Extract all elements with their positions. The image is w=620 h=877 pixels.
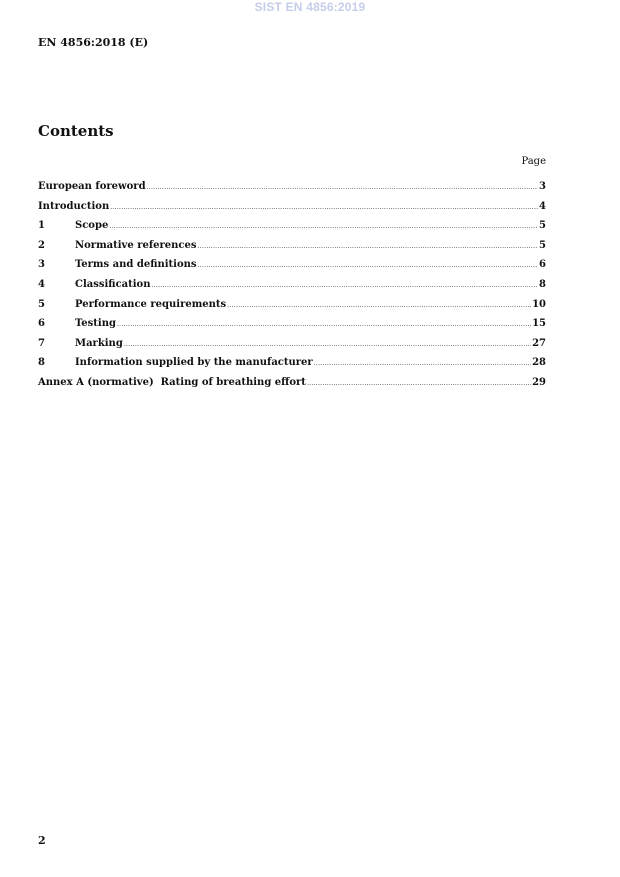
toc-entry-number: 7 — [38, 337, 45, 349]
toc-entry-title: Classification — [75, 278, 151, 290]
toc-entry-classification[interactable] — [38, 279, 546, 299]
toc-entry-page: 15 — [532, 318, 546, 330]
toc-entry-title: Marking — [75, 337, 123, 349]
toc-entry-annex-a[interactable] — [38, 377, 546, 397]
document-id-header: EN 4856:2018 (E) — [38, 36, 149, 49]
toc-entry-number: 8 — [38, 357, 45, 369]
toc-entry-scope[interactable] — [38, 220, 546, 240]
toc-entry-page: 28 — [532, 357, 546, 369]
toc-entry-marking[interactable] — [38, 338, 546, 358]
toc-entry-title: Annex A (normative) Rating of breathing effort — [38, 376, 306, 388]
toc-leader-dots — [147, 184, 538, 191]
toc-entry-page: 5 — [539, 220, 546, 232]
toc-entry-title: Introduction — [38, 200, 110, 212]
toc-entry-number: 3 — [38, 259, 45, 271]
page-column-label: Page — [521, 156, 546, 167]
toc-entry-testing[interactable] — [38, 318, 546, 338]
toc-entry-title: Scope — [75, 220, 109, 232]
toc-entry-performance-requirements[interactable] — [38, 299, 546, 319]
toc-entry-number: 5 — [38, 298, 45, 310]
toc-entry-page: 3 — [539, 181, 546, 192]
toc-leader-dots — [117, 321, 531, 328]
toc-entry-page: 29 — [532, 376, 546, 388]
toc-entry-page: 5 — [539, 239, 546, 251]
toc-entry-introduction[interactable] — [38, 201, 546, 221]
toc-entry-page: 6 — [539, 259, 546, 271]
toc-entry-page: 4 — [539, 200, 546, 212]
toc-entry-page: 10 — [532, 298, 546, 310]
table-of-contents — [38, 181, 546, 397]
toc-leader-dots — [307, 380, 531, 387]
toc-entry-title: European foreword — [38, 181, 146, 192]
toc-entry-terms-and-definitions[interactable] — [38, 259, 546, 279]
toc-entry-title: Performance requirements — [75, 298, 227, 310]
toc-entry-page: 27 — [532, 337, 546, 349]
toc-leader-dots — [227, 302, 531, 309]
contents-title: Contents — [38, 122, 114, 140]
toc-leader-dots — [314, 360, 531, 367]
toc-leader-dots — [109, 223, 538, 230]
toc-entry-number: 4 — [38, 278, 45, 290]
watermark: SIST EN 4856:2019 — [254, 0, 366, 14]
toc-entry-title: Testing — [75, 318, 116, 330]
toc-entry-title: Normative references — [75, 239, 197, 251]
toc-leader-dots — [198, 262, 539, 269]
toc-entry-title: Information supplied by the manufacturer — [75, 357, 313, 369]
toc-leader-dots — [124, 341, 531, 348]
toc-leader-dots — [198, 243, 539, 250]
toc-entry-number: 6 — [38, 318, 45, 330]
toc-entry-information-supplied[interactable] — [38, 357, 546, 377]
toc-entry-normative-references[interactable] — [38, 240, 546, 260]
toc-leader-dots — [110, 204, 538, 211]
toc-entry-number: 1 — [38, 220, 45, 232]
page-number: 2 — [38, 834, 46, 847]
toc-entry-european-foreword[interactable] — [38, 181, 546, 201]
toc-entry-page: 8 — [539, 278, 546, 290]
toc-entry-number: 2 — [38, 239, 45, 251]
toc-leader-dots — [152, 282, 539, 289]
toc-entry-title: Terms and definitions — [75, 259, 197, 271]
